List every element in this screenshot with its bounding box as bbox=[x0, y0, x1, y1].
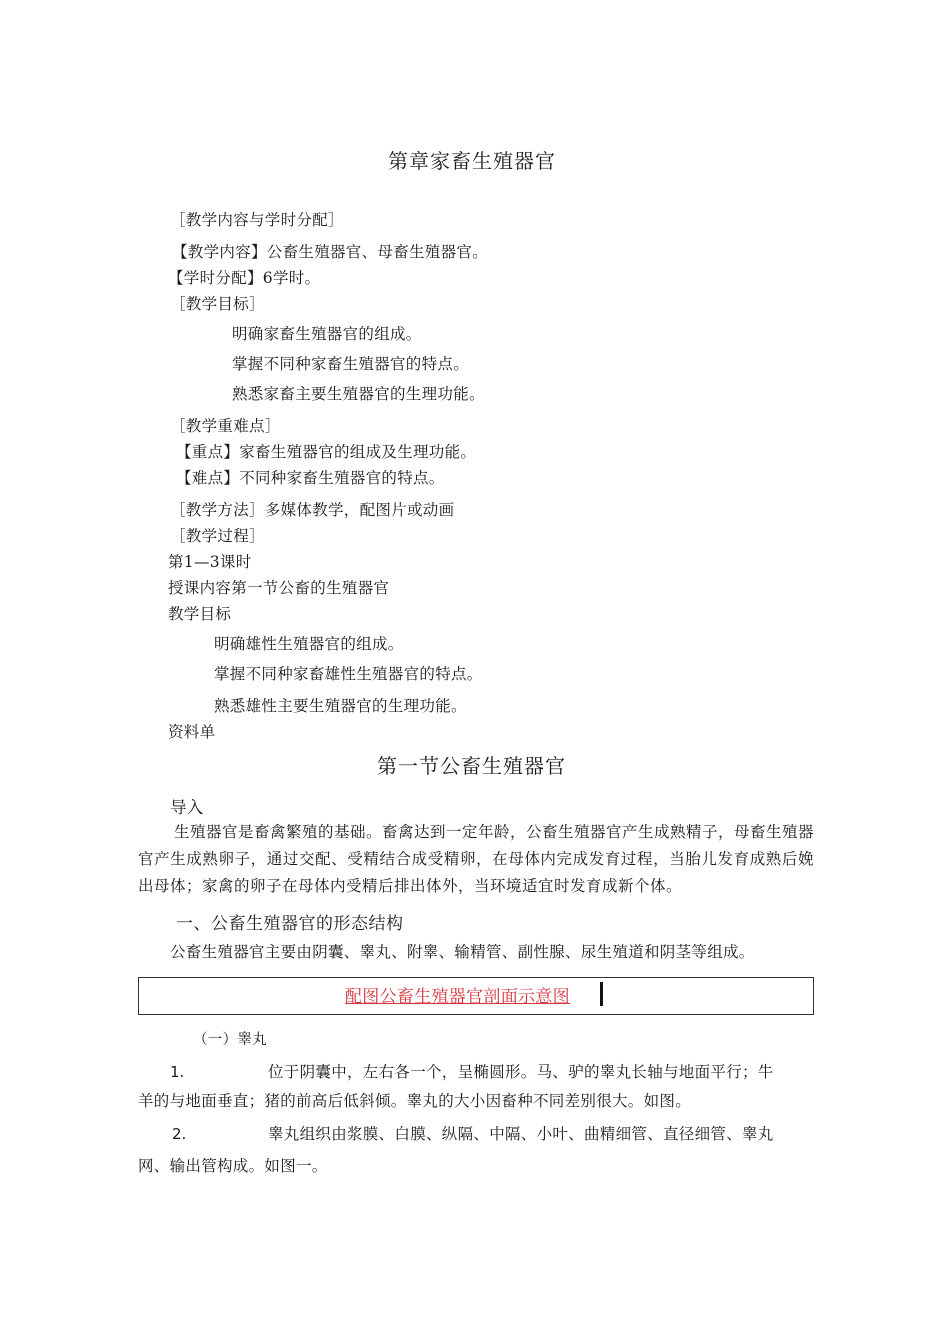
testis-item-1: 位于阴囊中，左右各一个，呈椭圆形。马、驴的睾丸长轴与地面平行；牛 bbox=[268, 1063, 774, 1081]
figure-placeholder-box bbox=[138, 977, 814, 1015]
lesson-goal-item: 熟悉雄性主要生殖器官的生理功能。 bbox=[214, 697, 467, 715]
lesson-content: 授课内容第一节公畜的生殖器官 bbox=[168, 579, 390, 597]
section-label-goals: ［教学目标］ bbox=[170, 295, 265, 313]
testis-heading: （一）睾丸 bbox=[193, 1032, 267, 1048]
testis-item-1-continued: 羊的与地面垂直；猪的前高后低斜倾。睾丸的大小因畜种不同差别很大。如图。 bbox=[138, 1092, 692, 1110]
section-label-key-points: ［教学重难点］ bbox=[170, 417, 281, 435]
item-number: 2. bbox=[172, 1125, 187, 1143]
section-title: 第一节公畜生殖器官 bbox=[377, 754, 566, 778]
testis-item-2-continued: 网、输出管构成。如图一。 bbox=[138, 1157, 328, 1175]
item-number: 1. bbox=[170, 1063, 185, 1081]
lesson-period: 第1—3课时 bbox=[168, 553, 252, 571]
lesson-goals-label: 教学目标 bbox=[168, 605, 232, 623]
class-hours: 【学时分配】6学时。 bbox=[168, 269, 321, 287]
subsection-heading: 一、公畜生殖器官的形态结构 bbox=[176, 914, 404, 934]
teaching-method: ［教学方法］多媒体教学，配图片或动画 bbox=[170, 501, 455, 519]
intro-paragraph: 生殖器官是畜禽繁殖的基础。畜禽达到一定年龄，公畜生殖器官产生成熟精子，母畜生殖器官产生成熟卵子，通过交配、受精结合成受精卵，在母体内完成发育过程，当胎儿发育成熟后娩出母体；家禽的卵子在母体内受精后排出体外，当环境适宜时发育成新个体。 bbox=[138, 823, 815, 895]
goal-item: 明确家畜生殖器官的组成。 bbox=[232, 325, 422, 343]
lesson-goal-item: 明确雄性生殖器官的组成。 bbox=[214, 635, 404, 653]
figure-caption: 配图公畜生殖器官剖面示意图 bbox=[345, 987, 570, 1007]
testis-item-2: 睾丸组织由浆膜、白膜、纵隔、中隔、小叶、曲精细管、直径细管、睾丸 bbox=[268, 1125, 774, 1143]
section-label-allocation: ［教学内容与学时分配］ bbox=[170, 211, 344, 229]
chapter-title: 第章家畜生殖器官 bbox=[388, 149, 556, 173]
subsection-paragraph: 公畜生殖器官主要由阴囊、睾丸、附睾、输精管、副性腺、尿生殖道和阴茎等组成。 bbox=[170, 943, 755, 961]
goal-item: 掌握不同种家畜生殖器官的特点。 bbox=[232, 355, 470, 373]
text-cursor bbox=[600, 982, 603, 1006]
lesson-goal-item: 掌握不同种家畜雄性生殖器官的特点。 bbox=[214, 665, 483, 683]
material-sheet-label: 资料单 bbox=[168, 723, 216, 741]
teaching-content: 【教学内容】公畜生殖器官、母畜生殖器官。 bbox=[172, 243, 489, 261]
difficult-point: 【难点】不同种家畜生殖器官的特点。 bbox=[176, 469, 445, 487]
intro-label: 导入 bbox=[170, 798, 204, 817]
goal-item: 熟悉家畜主要生殖器官的生理功能。 bbox=[232, 385, 485, 403]
section-label-process: ［教学过程］ bbox=[170, 527, 265, 545]
key-point: 【重点】家畜生殖器官的组成及生理功能。 bbox=[176, 443, 477, 461]
